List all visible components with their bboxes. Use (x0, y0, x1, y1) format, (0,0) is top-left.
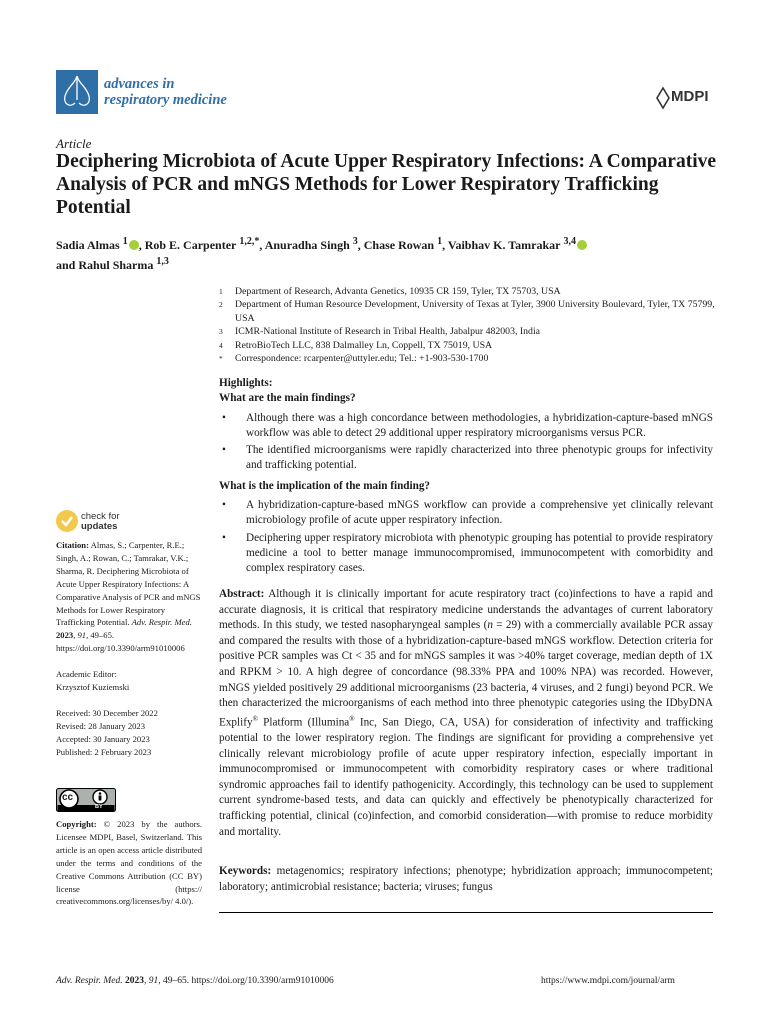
date-published: Published: 2 February 2023 (56, 746, 152, 757)
affiliation-number: 3 (219, 327, 223, 337)
affiliation-number: 4 (219, 340, 223, 350)
author-affiliation-marker: 1,2,* (239, 236, 260, 247)
footer-year: 2023 (122, 976, 144, 986)
divider (219, 912, 713, 913)
author-affiliation-marker: 3,4 (563, 236, 576, 247)
footer-doi-link[interactable]: 49–65. https://doi.org/10.3390/arm91010006 (160, 976, 334, 986)
highlights-heading: Highlights: (219, 377, 273, 389)
citation (56, 539, 202, 655)
author-list: Sadia Almas $^1$ , Rob E. Carpenter $^{1,2,*}$, Anuradha Singh $^3$, Chase Rowan $^1$, Vaibhav K. Tamrakar $^{3,4}$ and Rahul Sharma $^{1,3}$ (56, 234, 716, 273)
correspondence (219, 352, 719, 365)
citation-volume: , 91, (73, 630, 89, 641)
copyright-notice (56, 818, 202, 908)
abstract-label: Abstract: (219, 588, 265, 600)
by-label: BY (95, 804, 103, 810)
date-accepted: Accepted: 30 January 2023 (56, 733, 150, 744)
affiliation-number: 1 (219, 287, 223, 296)
check-for-updates-button[interactable] (56, 510, 166, 536)
affiliation (219, 339, 719, 352)
journal-name-line1: advances in (104, 76, 175, 92)
date-received: Received: 30 December 2022 (56, 707, 158, 718)
author-name: Rob E. Carpenter (144, 238, 237, 252)
keywords-label: Keywords: (219, 865, 272, 877)
cc-by-license-badge[interactable] (56, 788, 116, 812)
author-affiliation-marker: 1,3 (156, 255, 169, 267)
abstract (219, 587, 713, 840)
author-name: Anuradha Singh (264, 238, 350, 252)
author-affiliation-marker: 3 (352, 236, 358, 247)
affiliation-text: Department of Research, Advanta Genetics, 10935 CR 159, Tyler, TX 75703, USA (235, 286, 561, 297)
orcid-icon[interactable] (577, 240, 587, 250)
affiliation-number: 2 (219, 300, 223, 310)
keywords-text: metagenomics; respiratory infections; phenotype; hybridization approach; immunocompetent; laboratory; antimicrobial resistance; bacteria; viruses; fungus (219, 865, 713, 893)
affiliations (219, 285, 719, 365)
journal-logo-icon (56, 70, 98, 114)
highlights-question-1: What are the main findings? (219, 392, 356, 405)
affiliation-text: RetroBioTech LLC, 838 Dalmalley Ln, Coppell, TX 75019, USA (235, 339, 493, 351)
publisher-name: MDPI (671, 88, 709, 105)
author-affiliation-marker: 1 (122, 236, 128, 247)
affiliation (219, 285, 719, 298)
orcid-icon[interactable] (129, 240, 139, 250)
highlights-list-1 (219, 411, 713, 474)
registered-mark: ® (349, 714, 355, 723)
article-type: Article (56, 136, 92, 151)
sidebar-metadata (56, 539, 202, 759)
abstract-text: Although it is clinically important for acute respiratory tract (co)infections to have a rapid and accurate diagnosis, it is critical that respiratory medicine understands the advantages of current laboratory methods. In this study, we tested nasopharyngeal samples ( (219, 588, 713, 632)
citation-year: 2023 (56, 630, 74, 641)
date-revised: Revised: 28 January 2023 (56, 720, 146, 731)
affiliation (219, 298, 719, 325)
affiliation-text: ICMR-National Institute of Research in Tribal Health, Jabalpur 482003, India (235, 326, 541, 338)
check-updates-line2: updates (81, 521, 118, 532)
footer-journal-url[interactable]: https://www.mdpi.com/journal/arm (541, 976, 675, 986)
citation-journal: Adv. Respir. Med. (131, 617, 192, 628)
abstract-text: Inc, San Diego, CA, USA) for consideration of infectivity and trafficking potential to the lower respiratory region. The findings are significant for providing a comprehensive yet clinically relevant microbiology profile of acute upper respiratory infection, especially important in immunocompromised or immunocompetent with comorbidity respiratory cases or where traditional syndromic approaches fail to identify pathogenicity. Accordingly, this technology can be used to supplement current syndrome-based tests, and data can quickly and effectively be phenotypically characterized for trafficking potential, clinical (co)infection, and comorbid consideration—with promise to reduce morbidity and mortality. (219, 716, 713, 838)
check-updates-icon (56, 510, 78, 532)
academic-editor-name: Krzysztof Kuziemski (56, 682, 130, 693)
correspondence-text[interactable]: Correspondence: rcarpenter@uttyler.edu; Tel.: +1-903-530-1700 (235, 353, 489, 365)
check-updates-label (81, 512, 120, 532)
journal-name-line2: respiratory medicine (104, 92, 227, 108)
author-name: Chase Rowan (363, 238, 435, 252)
footer-volume: , 91, (143, 976, 161, 986)
abstract-text: n (487, 619, 493, 632)
copyright-text: © 2023 by the authors. Licensee MDPI, Basel, Switzerland. This article is an open access article distributed under the terms and conditions of the Creative Commons Attribution (CC BY) license (https:// creativecommons.org/licenses/by/ 4.0/). (56, 819, 202, 907)
checkmark-icon (56, 510, 78, 532)
affiliation-text: Department of Human Resource Development, University of Texas at Tyler, 3900 University Boulevard, Tyler, TX 75799, USA (235, 299, 715, 324)
list-item: • A hybridization-capture-based mNGS workflow can provide a comprehensive yet clinically relevant microbiology profile of acute upper respiratory infection. (219, 498, 713, 529)
author-affiliation-marker: 1 (437, 236, 443, 247)
copyright-label: Copyright: (56, 819, 97, 829)
registered-mark: ® (252, 714, 258, 723)
citation-text: Almas, S.; Carpenter, R.E.; Singh, A.; Rowan, C.; Tamrakar, V.K.; Sharma, R. Deciphering Microbiota of Acute Upper Respiratory Infections: A Comparative Analysis of PCR and mNGS Methods for Lower Respiratory Trafficking Potential. (56, 540, 201, 628)
footer-journal: Adv. Respir. Med. (56, 976, 123, 986)
highlights-question-2: What is the implication of the main finding? (219, 479, 431, 492)
affiliation-number: * (219, 354, 223, 364)
article-title: Deciphering Microbiota of Acute Upper Respiratory Infections: A Comparative Analysis of PCR and mNGS Methods for Lower Respiratory Trafficking Potential (56, 151, 717, 218)
author-name: Vaibhav K. Tamrakar (447, 238, 561, 252)
list-item: • Deciphering upper respiratory microbiota with phenotypic grouping has potential to provide respiratory medicine a tool to better manage immunocompromised, immunocompetent with comorbidity and complex respiratory cases. (219, 531, 713, 577)
cc-label: cc (62, 792, 74, 803)
list-item: • The identified microorganisms were rapidly characterized into three phenotypic groups for infectivity and trafficking potential. (219, 443, 713, 474)
author-name: Sadia Almas (56, 238, 120, 252)
abstract-text: Platform (Illumina (257, 716, 350, 729)
abstract-text: = 29) with a commercially available PCR assay and compared the results with those of a hybridization-capture-based mNGS workflow. Detection criteria for positive PCR samples was Ct < 35 and for mNGS samples it was >40% target coverage, median depth of 1X and RPKM > 10. A high degree of concordance (98.33% PPA and 100% NPA) was recorded. However, mNGS yielded positively 29 additional microorganisms (23 bacteria, 4 viruses, and 2 fungi) beyond PCR. We then characterized the microorganisms of each method into three phenotypic categories using the IDbyDNA Explify (219, 619, 713, 729)
check-updates-line1: check for (81, 511, 120, 522)
citation-label: Citation: (56, 540, 89, 550)
footer-citation (56, 976, 334, 986)
academic-editor-label: Academic Editor: (56, 669, 117, 680)
publisher-logo (654, 82, 712, 110)
journal-name (104, 76, 227, 108)
author-name: Rahul Sharma (78, 257, 154, 272)
list-item: • Although there was a high concordance between methodologies, a hybridization-capture-based mNGS workflow was able to detect 29 additional upper respiratory microorganisms versus PCR. (219, 411, 713, 442)
highlights-list-2 (219, 498, 713, 576)
keywords (219, 864, 713, 895)
affiliation (219, 325, 719, 338)
citation-doi-link[interactable]: 49–65. https://doi.org/10.3390/arm91010006 (56, 630, 185, 654)
highlights-section (219, 376, 713, 582)
